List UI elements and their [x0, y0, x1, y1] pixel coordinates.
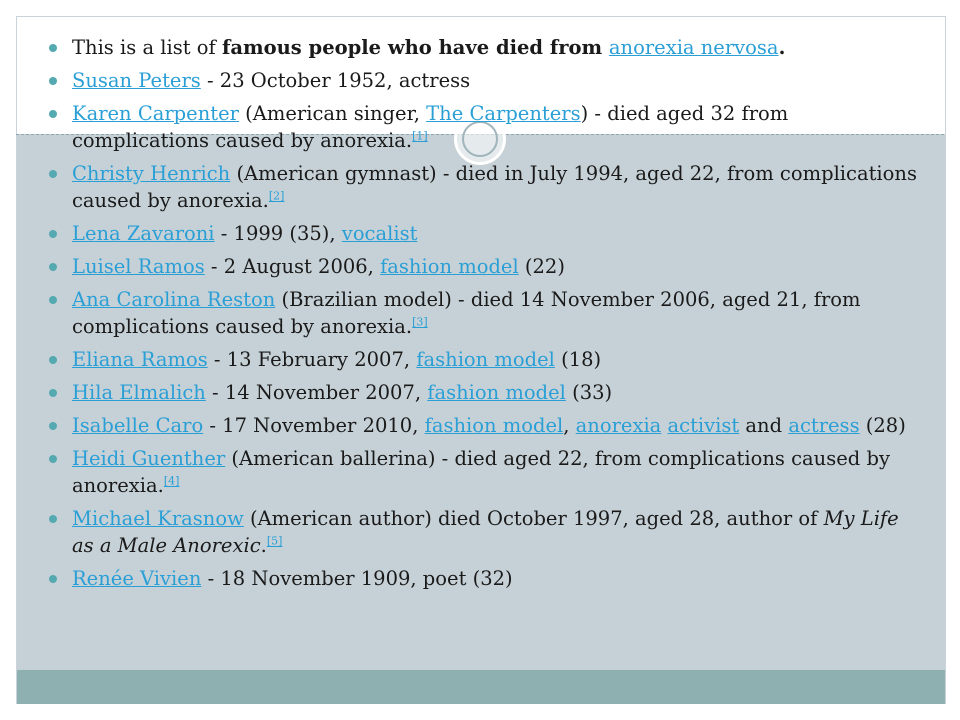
person-link[interactable]: Eliana Ramos	[72, 348, 208, 371]
separator-text: and	[739, 414, 789, 437]
link-anorexia-nervosa[interactable]: anorexia nervosa	[608, 36, 779, 59]
related-link[interactable]: actress	[788, 414, 860, 437]
list-item	[44, 253, 924, 280]
person-link[interactable]: Isabelle Caro	[72, 414, 204, 437]
item-text: (American ballerina) - died aged 22, from complications caused by anorexia.	[72, 447, 890, 497]
person-link[interactable]: Hila Elmalich	[72, 381, 206, 404]
list-item	[44, 346, 924, 373]
related-link[interactable]: activist	[667, 414, 740, 437]
person-link[interactable]: Lena Zavaroni	[72, 222, 215, 245]
bullet-icon	[49, 170, 57, 178]
intro-bold: famous people who have died from	[221, 36, 609, 59]
item-text: - 18 November 1909, poet (32)	[201, 567, 513, 590]
list-item	[44, 505, 924, 559]
item-text: - 23 October 1952, actress	[200, 69, 471, 92]
item-text: - 14 November 2007,	[205, 381, 428, 404]
related-link[interactable]: fashion model	[427, 381, 566, 404]
people-list	[44, 34, 924, 598]
related-link[interactable]: fashion model	[380, 255, 519, 278]
list-item	[44, 220, 924, 247]
person-link[interactable]: Michael Krasnow	[72, 507, 244, 530]
person-link[interactable]: Ana Carolina Reston	[72, 288, 276, 311]
bullet-icon	[49, 575, 57, 583]
list-item	[44, 565, 924, 592]
bullet-icon	[49, 356, 57, 364]
bullet-icon	[49, 44, 57, 52]
reference-link[interactable]: [2]	[268, 189, 285, 203]
list-item	[44, 286, 924, 340]
reference-link[interactable]: [5]	[266, 534, 283, 548]
item-text: (33)	[565, 381, 613, 404]
bullet-icon	[49, 263, 57, 271]
related-link[interactable]: The Carpenters	[426, 102, 581, 125]
list-item	[44, 100, 924, 154]
reference-link[interactable]: [4]	[163, 474, 180, 488]
list-item	[44, 379, 924, 406]
list-item	[44, 67, 924, 94]
intro-suffix: .	[778, 36, 786, 59]
separator-text: ,	[563, 414, 576, 437]
list-item	[44, 445, 924, 499]
person-link[interactable]: Christy Henrich	[72, 162, 231, 185]
bullet-icon	[49, 296, 57, 304]
related-link[interactable]: anorexia	[575, 414, 662, 437]
intro-prefix: This is a list of	[72, 36, 222, 59]
bullet-icon	[49, 77, 57, 85]
footer-band	[16, 670, 946, 704]
person-link[interactable]: Luisel Ramos	[72, 255, 205, 278]
item-text: (Brazilian model) - died 14 November 2006, aged 21, from complications caused by anorexia.	[72, 288, 861, 338]
item-text: (18)	[554, 348, 602, 371]
item-text: (22)	[518, 255, 565, 278]
person-link[interactable]: Susan Peters	[72, 69, 201, 92]
item-text: - 2 August 2006,	[204, 255, 381, 278]
list-item	[44, 160, 924, 214]
bullet-icon	[49, 230, 57, 238]
item-text: (American gymnast) - died in July 1994, aged 22, from complications caused by anorexia.	[72, 162, 917, 212]
bullet-icon	[49, 455, 57, 463]
item-text: - 17 November 2010,	[203, 414, 425, 437]
related-link[interactable]: vocalist	[341, 222, 418, 245]
item-text: (American author) died October 1997, aged 28, author of	[243, 507, 824, 530]
item-text: .	[260, 534, 267, 557]
item-text: (28)	[859, 414, 906, 437]
person-link[interactable]: Heidi Guenther	[72, 447, 226, 470]
book-title: My Life as a Male Anorexic	[72, 507, 899, 557]
person-link[interactable]: Karen Carpenter	[72, 102, 239, 125]
item-text: (American singer,	[238, 102, 427, 125]
reference-link[interactable]: [3]	[412, 315, 428, 329]
bullet-icon	[49, 515, 57, 523]
reference-link[interactable]: [1]	[412, 129, 428, 143]
related-link[interactable]: fashion model	[424, 414, 564, 437]
item-text: ) - died aged 32 from complications caused by anorexia.	[72, 102, 789, 152]
bullet-icon	[49, 110, 57, 118]
list-item-intro	[44, 34, 924, 61]
person-link[interactable]: Renée Vivien	[72, 567, 202, 590]
bullet-icon	[49, 422, 57, 430]
related-link[interactable]: fashion model	[416, 348, 555, 371]
bullet-icon	[49, 389, 57, 397]
item-text: - 13 February 2007,	[207, 348, 417, 371]
item-text: - 1999 (35),	[214, 222, 342, 245]
list-item	[44, 412, 924, 439]
